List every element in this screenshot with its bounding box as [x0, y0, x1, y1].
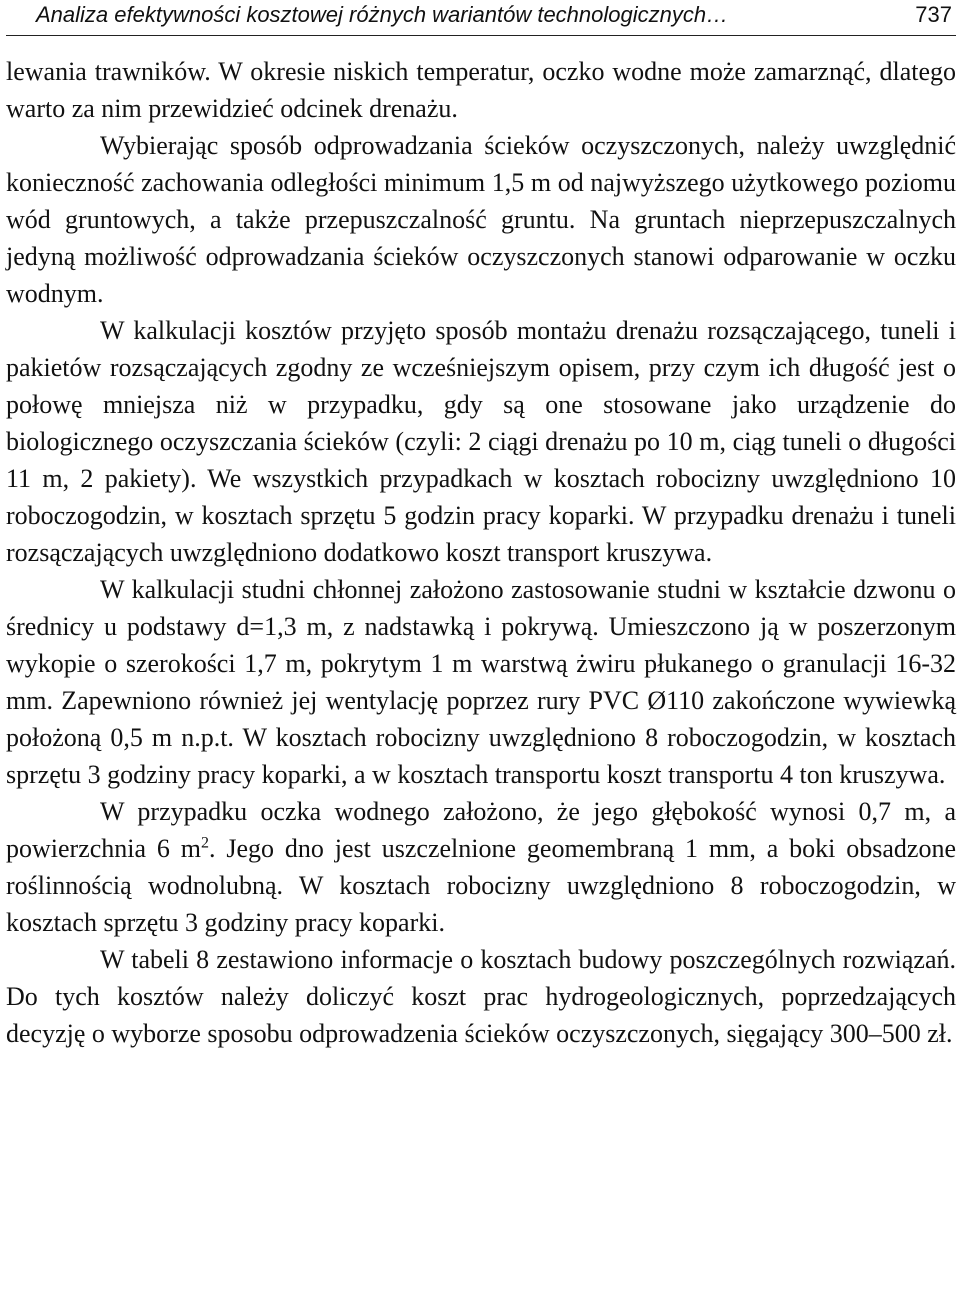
- paragraph-discharge-method: Wybierając sposób odprowadzania ścieków oczyszczonych, należy uwzględnić konieczność zachowania odległości minimum 1,5 m od najwyższego użytkowego poziomu wód gruntowych, a także przepuszczalność gruntu. Na gruntach nieprzepuszczalnych jedyną możliwość odprowadzania ścieków oczyszczonych stanowi odparowanie w oczku wodnym.: [6, 131, 956, 308]
- pond-text-start: W przypadku oczka wodnego założono, że jego głębokość wynosi 0,7 m, a powierzchnia 6 m: [6, 797, 956, 863]
- page-number: 737: [915, 2, 952, 27]
- paragraph-soakaway-well: W kalkulacji studni chłonnej założono zastosowanie studni w kształcie dzwonu o średnicy u podstawy d=1,3 m, z nadstawką i pokrywą. Umieszczono ją w poszerzonym wykopie o szerokości 1,7 m, pokrytym 1 m warstwą żwiru płukanego o granulacji 16-32 mm. Zapewniono również jej wentylację poprzez rury PVC Ø110 zakończone wywiewką położoną 0,5 m n.p.t. W kosztach robocizny uwzględniono 8 roboczogodzin, w kosztach sprzętu 3 godziny pracy koparki, a w kosztach transportu koszt transportu 4 ton kruszywa.: [6, 575, 956, 789]
- pond-text-end: . Jego dno jest uszczelnione geomembraną 1 mm, a boki obsadzone roślinnością wodnolubną. W kosztach robocizny uwzględniono 8 roboczogodzin, w kosztach sprzętu 3 godziny pracy koparki.: [6, 834, 956, 937]
- body-text: [6, 53, 956, 1052]
- paragraph-cost-summary: W tabeli 8 zestawiono informacje o kosztach budowy poszczególnych rozwiązań. Do tych kosztów należy doliczyć koszt prac hydrogeologicznych, poprzedzających decyzję o wyborze sposobu odprowadzenia ścieków oczyszczonych, sięgający 300–500 zł.: [6, 945, 956, 1048]
- superscript-exponent: 2: [201, 834, 210, 852]
- paragraph-continuation: lewania trawników. W okresie niskich temperatur, oczko wodne może zamarznąć, dlatego warto za nim przewidzieć odcinek drenażu.: [6, 57, 956, 123]
- running-header-title: Analiza efektywności kosztowej różnych wariantów technologicznych…: [36, 2, 729, 27]
- running-header: [6, 0, 956, 36]
- paragraph-drainage-calculation: W kalkulacji kosztów przyjęto sposób montażu drenażu rozsączającego, tuneli i pakietów rozsączających zgodny ze wcześniejszym opisem, przy czym ich długość jest o połowę mniejsza niż w przypadku, gdy są one stosowane jako urządzenie do biologicznego oczyszczania ścieków (czyli: 2 ciągi drenażu po 10 m, ciąg tuneli o długości 11 m, 2 pakiety). We wszystkich przypadkach w kosztach robocizny uwzględniono 10 roboczogodzin, w kosztach sprzętu 5 godzin pracy koparki. W przypadku drenażu i tuneli rozsączających uwzględniono dodatkowo koszt transport kruszywa.: [6, 316, 956, 567]
- paragraph-pond: [6, 793, 956, 941]
